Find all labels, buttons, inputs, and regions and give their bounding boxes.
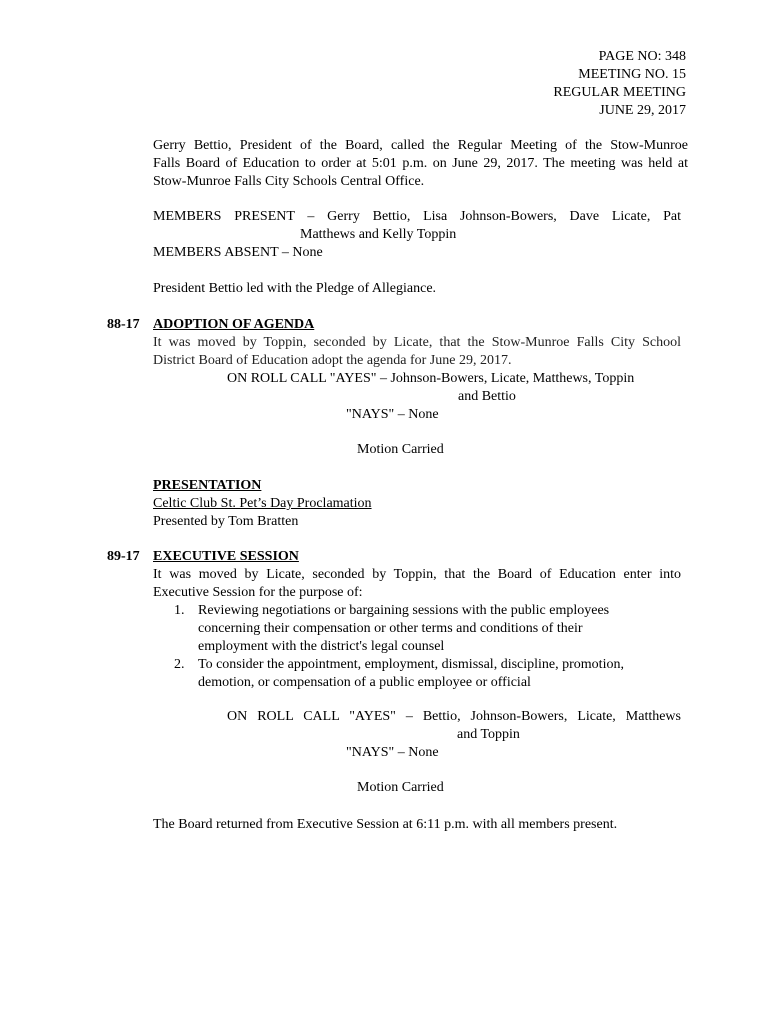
roll-call-ayes: ON ROLL CALL "AYES" – Johnson-Bowers, Licate, Matthews, Toppin: [227, 371, 635, 386]
intro-line: Stow-Munroe Falls City Schools Central Office.: [153, 174, 425, 189]
purpose-item: [153, 602, 681, 656]
agenda-item-88: [153, 316, 688, 370]
purpose-line: Reviewing negotiations or bargaining sessions with the public employees: [198, 603, 610, 618]
roll-call-nays: "NAYS" – None: [346, 407, 439, 422]
roll-call-ayes-continued: and Bettio: [458, 389, 516, 404]
intro-line: Gerry Bettio, President of the Board, called the Regular Meeting of the Stow-Munroe: [153, 138, 688, 153]
purpose-item: [153, 656, 681, 692]
item-number: 89-17: [107, 549, 140, 564]
presentation-subtitle: Celtic Club St. Pet’s Day Proclamation: [153, 496, 372, 511]
roll-call-nays: "NAYS" – None: [346, 745, 439, 760]
roll-call-ayes: ON ROLL CALL "AYES" – Bettio, Johnson-Bowers, Licate, Matthews: [227, 709, 681, 724]
purpose-line: demotion, or compensation of a public employee or official: [198, 675, 531, 690]
motion-text: It was moved by Toppin, seconded by Licate, that the Stow-Munroe Falls City School: [153, 335, 681, 350]
agenda-item-89: [153, 548, 681, 692]
members-absent: MEMBERS ABSENT – None: [153, 245, 323, 260]
motion-result: Motion Carried: [357, 780, 444, 795]
presentation-title: PRESENTATION: [153, 478, 262, 493]
purpose-line: To consider the appointment, employment, dismissal, discipline, promotion,: [198, 657, 624, 672]
members-present-continued: Matthews and Kelly Toppin: [300, 227, 457, 242]
motion-text: District Board of Education adopt the agenda for June 29, 2017.: [153, 353, 512, 368]
meeting-number: MEETING NO. 15: [578, 67, 686, 82]
motion-text: It was moved by Licate, seconded by Toppin, that the Board of Education enter into: [153, 567, 681, 582]
motion-text: Executive Session for the purpose of:: [153, 585, 363, 600]
page-number: PAGE NO: 348: [598, 49, 686, 64]
purpose-line: employment with the district's legal counsel: [198, 639, 445, 654]
presentation-section: [153, 477, 688, 531]
presenter: Presented by Tom Bratten: [153, 514, 299, 529]
roll-call-ayes-continued: and Toppin: [457, 727, 520, 742]
intro-paragraph: [153, 137, 688, 191]
page-header: [553, 48, 686, 120]
intro-line: Falls Board of Education to order at 5:01 p.m. on June 29, 2017. The meeting was held at: [153, 156, 688, 171]
list-marker: 2.: [174, 657, 185, 672]
item-title: EXECUTIVE SESSION: [153, 549, 299, 564]
members-section: [153, 208, 681, 262]
members-present: MEMBERS PRESENT – Gerry Bettio, Lisa Johnson-Bowers, Dave Licate, Pat: [153, 209, 681, 224]
purpose-line: concerning their compensation or other terms and conditions of their: [198, 621, 583, 636]
meeting-date: JUNE 29, 2017: [599, 103, 686, 118]
item-title: ADOPTION OF AGENDA: [153, 317, 315, 332]
meeting-type: REGULAR MEETING: [553, 85, 686, 100]
motion-result: Motion Carried: [357, 442, 444, 457]
return-note: The Board returned from Executive Session at 6:11 p.m. with all members present.: [153, 817, 618, 832]
list-marker: 1.: [174, 603, 185, 618]
purpose-list: [153, 602, 681, 692]
item-number: 88-17: [107, 317, 140, 332]
pledge-statement: President Bettio led with the Pledge of Allegiance.: [153, 281, 437, 296]
